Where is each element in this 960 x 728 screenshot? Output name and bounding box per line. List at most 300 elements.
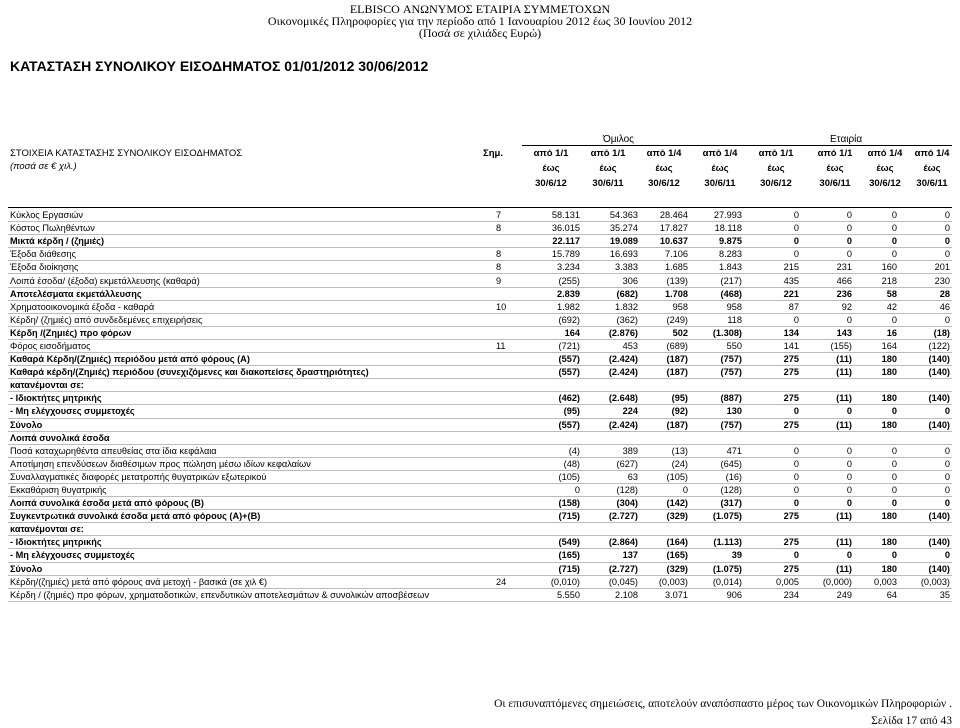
- value-cell: 0: [744, 470, 801, 483]
- row-label: Έξοδα διάθεσης: [8, 248, 490, 261]
- value-cell: 0: [744, 549, 801, 562]
- table-row: [8, 444, 952, 457]
- row-note: [490, 287, 528, 300]
- value-cell: (757): [690, 366, 744, 379]
- row-note: [490, 431, 528, 444]
- row-label: Σύνολο: [8, 418, 490, 431]
- value-cell: (0,045): [582, 575, 640, 588]
- value-cell: 958: [640, 300, 690, 313]
- value-cell: 0: [744, 235, 801, 248]
- value-cell: (11): [801, 353, 854, 366]
- header-divider: [522, 145, 952, 146]
- row-label: Χρηματοοικονομικά έξοδα - καθαρά: [8, 300, 490, 313]
- table-row: [8, 457, 952, 470]
- value-cell: 0,005: [744, 575, 801, 588]
- row-label: Ποσά καταχωρηθέντα απευθείας στα ίδια κεφάλαια: [8, 444, 490, 457]
- value-cell: 16: [854, 326, 899, 339]
- value-cell: (217): [690, 274, 744, 287]
- period-header-to: έως: [923, 163, 941, 174]
- value-cell: 234: [744, 588, 801, 601]
- row-note: [490, 326, 528, 339]
- value-cell: 0: [744, 405, 801, 418]
- value-cell: 221: [744, 287, 801, 300]
- period-header-to: έως: [826, 163, 844, 174]
- value-cell: 42: [854, 300, 899, 313]
- value-cell: 0: [899, 497, 952, 510]
- value-cell: (549): [528, 536, 582, 549]
- table-row: [8, 379, 952, 392]
- value-cell: 0: [801, 549, 854, 562]
- period-header-from: από 1/1: [533, 148, 569, 159]
- period-header-from: από 1/1: [758, 148, 794, 159]
- period-header-from: από 1/4: [702, 148, 738, 159]
- value-cell: (329): [640, 510, 690, 523]
- value-cell: 0: [854, 222, 899, 235]
- report-subtitle: Οικονομικές Πληροφορίες για την περίοδο από 1 Ιανουαρίου 2012 έως 30 Ιουνίου 2012: [267, 14, 693, 28]
- value-cell: 64: [854, 588, 899, 601]
- value-cell: 164: [528, 326, 582, 339]
- value-cell: 180: [854, 392, 899, 405]
- units-note: (Ποσά σε χιλιάδες Ευρώ): [418, 26, 542, 40]
- value-cell: 0: [854, 235, 899, 248]
- table-row: [8, 300, 952, 313]
- value-cell: (2.876): [582, 326, 640, 339]
- value-cell: 0: [801, 222, 854, 235]
- row-note: [490, 536, 528, 549]
- value-cell: 36.015: [528, 222, 582, 235]
- value-cell: 0: [801, 209, 854, 222]
- table-row: [8, 497, 952, 510]
- value-cell: 22.117: [528, 235, 582, 248]
- value-cell: (249): [640, 313, 690, 326]
- value-cell: [582, 379, 640, 392]
- row-note: 7: [490, 209, 528, 222]
- value-cell: (11): [801, 562, 854, 575]
- row-note: [490, 418, 528, 431]
- table-row: [8, 274, 952, 287]
- value-cell: 306: [582, 274, 640, 287]
- income-statement-table: [8, 209, 952, 602]
- value-cell: (18): [899, 326, 952, 339]
- value-cell: (140): [899, 536, 952, 549]
- value-cell: (317): [690, 497, 744, 510]
- page-number: Σελίδα 17 από 43: [871, 715, 952, 727]
- value-cell: (2.727): [582, 562, 640, 575]
- value-cell: 0: [899, 549, 952, 562]
- row-label: Αποτελέσματα εκμετάλλευσης: [8, 287, 490, 300]
- period-header-date: 30/6/12: [760, 178, 792, 189]
- value-cell: [801, 431, 854, 444]
- row-label: - Μη ελέγχουσες συμμετοχές: [8, 405, 490, 418]
- table-top-rule: [8, 207, 952, 208]
- period-header-date: 30/6/11: [592, 178, 624, 189]
- value-cell: 0,003: [854, 575, 899, 588]
- table-row: [8, 366, 952, 379]
- value-cell: (557): [528, 366, 582, 379]
- value-cell: (757): [690, 418, 744, 431]
- value-cell: 0: [801, 444, 854, 457]
- table-row: [8, 405, 952, 418]
- value-cell: 92: [801, 300, 854, 313]
- row-note: 10: [490, 300, 528, 313]
- value-cell: (155): [801, 339, 854, 352]
- value-cell: 0: [640, 483, 690, 496]
- value-cell: 550: [690, 339, 744, 352]
- value-cell: (187): [640, 366, 690, 379]
- value-cell: 0: [744, 313, 801, 326]
- value-cell: 180: [854, 510, 899, 523]
- value-cell: 0: [801, 497, 854, 510]
- row-note: [490, 497, 528, 510]
- period-header-to: έως: [767, 163, 785, 174]
- value-cell: 0: [528, 483, 582, 496]
- row-note: [490, 366, 528, 379]
- period-header-to: έως: [599, 163, 617, 174]
- value-cell: (11): [801, 418, 854, 431]
- row-label: Εκκαθάριση θυγατρικής: [8, 483, 490, 496]
- value-cell: (1.075): [690, 510, 744, 523]
- value-cell: (0,000): [801, 575, 854, 588]
- row-note: [490, 523, 528, 536]
- company-label: Εταιρία: [830, 134, 863, 145]
- value-cell: (128): [690, 483, 744, 496]
- value-cell: (2.424): [582, 418, 640, 431]
- period-header-from: από 1/1: [817, 148, 853, 159]
- value-cell: (692): [528, 313, 582, 326]
- period-header-date: 30/6/12: [648, 178, 680, 189]
- row-note: [490, 562, 528, 575]
- value-cell: 1.843: [690, 261, 744, 274]
- value-cell: 230: [899, 274, 952, 287]
- value-cell: (1.308): [690, 326, 744, 339]
- value-cell: (689): [640, 339, 690, 352]
- value-cell: 0: [899, 209, 952, 222]
- value-cell: 0: [899, 457, 952, 470]
- value-cell: (140): [899, 562, 952, 575]
- value-cell: (140): [899, 366, 952, 379]
- value-cell: 0: [899, 470, 952, 483]
- value-cell: (187): [640, 418, 690, 431]
- value-cell: 224: [582, 405, 640, 418]
- table-row: [8, 523, 952, 536]
- period-header-to: έως: [876, 163, 894, 174]
- value-cell: 143: [801, 326, 854, 339]
- table-row: [8, 222, 952, 235]
- row-note: [490, 235, 528, 248]
- value-cell: 275: [744, 510, 801, 523]
- row-label: κατανέμονται σε:: [8, 379, 490, 392]
- page-title: ΚΑΤΑΣΤΑΣΗ ΣΥΝΟΛΙΚΟΥ ΕΙΣΟΔΗΜΑΤΟΣ 01/01/2012 30/06/2012: [10, 58, 429, 74]
- value-cell: (165): [528, 549, 582, 562]
- value-cell: 0: [899, 483, 952, 496]
- period-header-date: 30/6/12: [869, 178, 901, 189]
- value-cell: (2.648): [582, 392, 640, 405]
- value-cell: [899, 379, 952, 392]
- value-cell: 0: [744, 248, 801, 261]
- value-cell: 0: [744, 483, 801, 496]
- value-cell: 0: [899, 405, 952, 418]
- period-header-to: έως: [711, 163, 729, 174]
- value-cell: (304): [582, 497, 640, 510]
- table-row: [8, 549, 952, 562]
- value-cell: [640, 523, 690, 536]
- value-cell: [640, 379, 690, 392]
- value-cell: 0: [899, 235, 952, 248]
- row-label: Κύκλος Εργασιών: [8, 209, 490, 222]
- value-cell: (0,010): [528, 575, 582, 588]
- row-note: [490, 392, 528, 405]
- period-header-from: από 1/4: [867, 148, 903, 159]
- value-cell: 180: [854, 562, 899, 575]
- value-cell: (140): [899, 392, 952, 405]
- value-cell: 180: [854, 536, 899, 549]
- value-cell: 906: [690, 588, 744, 601]
- value-cell: (1.075): [690, 562, 744, 575]
- value-cell: (11): [801, 510, 854, 523]
- value-cell: (92): [640, 405, 690, 418]
- value-cell: 275: [744, 562, 801, 575]
- value-cell: 0: [801, 313, 854, 326]
- value-cell: 10.637: [640, 235, 690, 248]
- value-cell: 3.234: [528, 261, 582, 274]
- value-cell: (2.424): [582, 366, 640, 379]
- value-cell: 141: [744, 339, 801, 352]
- row-label: Λοιπά συνολικά έσοδα: [8, 431, 490, 444]
- value-cell: 275: [744, 418, 801, 431]
- value-cell: (557): [528, 353, 582, 366]
- value-cell: (0,014): [690, 575, 744, 588]
- value-cell: 502: [640, 326, 690, 339]
- value-cell: (140): [899, 353, 952, 366]
- value-cell: 28.464: [640, 209, 690, 222]
- value-cell: (105): [640, 470, 690, 483]
- period-header-date: 30/6/11: [704, 178, 736, 189]
- table-row: [8, 575, 952, 588]
- value-cell: 118: [690, 313, 744, 326]
- amounts-label: (ποσά σε € χιλ.): [10, 161, 77, 172]
- row-label: Καθαρά κέρδη/(Ζημιές) περιόδου (συνεχιζόμενες και διακοπείσες δραστηριότητες): [8, 366, 490, 379]
- footer-note: Οι επισυναπτόμενες σημειώσεις, αποτελούν αναπόσπαστο μέρος των Οικονομικών Πληροφοριών .: [494, 698, 952, 710]
- value-cell: 275: [744, 392, 801, 405]
- row-note: 11: [490, 339, 528, 352]
- row-label: Φόρος εισοδήματος: [8, 339, 490, 352]
- value-cell: 15.789: [528, 248, 582, 261]
- value-cell: (721): [528, 339, 582, 352]
- table-row: [8, 261, 952, 274]
- value-cell: 0: [854, 405, 899, 418]
- row-note: [490, 405, 528, 418]
- row-note: 24: [490, 575, 528, 588]
- value-cell: (187): [640, 353, 690, 366]
- row-label: Σύνολο: [8, 562, 490, 575]
- value-cell: (715): [528, 562, 582, 575]
- value-cell: 28: [899, 287, 952, 300]
- value-cell: (362): [582, 313, 640, 326]
- row-label: Καθαρά Κέρδη/(Ζημιές) περιόδου μετά από φόρους (Α): [8, 353, 490, 366]
- value-cell: 0: [801, 235, 854, 248]
- value-cell: 958: [690, 300, 744, 313]
- value-cell: (462): [528, 392, 582, 405]
- value-cell: 0: [744, 209, 801, 222]
- value-cell: 2.839: [528, 287, 582, 300]
- row-label: Λοιπά συνολικά έσοδα μετά από φόρους (Β): [8, 497, 490, 510]
- value-cell: [528, 523, 582, 536]
- table-row: [8, 287, 952, 300]
- value-cell: 275: [744, 353, 801, 366]
- row-note: [490, 588, 528, 601]
- row-note: [490, 470, 528, 483]
- row-note: 9: [490, 274, 528, 287]
- period-header-from: από 1/4: [914, 148, 950, 159]
- row-label: Έξοδα διοίκησης: [8, 261, 490, 274]
- row-note: 8: [490, 222, 528, 235]
- value-cell: [528, 379, 582, 392]
- row-label: Συναλλαγματικές διαφορές μετατροπής θυγατρικών εξωτερικού: [8, 470, 490, 483]
- table-row: [8, 235, 952, 248]
- value-cell: (11): [801, 536, 854, 549]
- table-row: [8, 339, 952, 352]
- note-column-header: Σημ.: [483, 148, 503, 159]
- value-cell: 0: [744, 497, 801, 510]
- value-cell: 16.693: [582, 248, 640, 261]
- value-cell: 0: [899, 313, 952, 326]
- row-label: Λοιπά έσοδα/ (έξοδα) εκμετάλλευσης (καθαρά): [8, 274, 490, 287]
- value-cell: (140): [899, 418, 952, 431]
- value-cell: 218: [854, 274, 899, 287]
- value-cell: 19.089: [582, 235, 640, 248]
- table-row: [8, 248, 952, 261]
- value-cell: 236: [801, 287, 854, 300]
- value-cell: (468): [690, 287, 744, 300]
- value-cell: (140): [899, 510, 952, 523]
- value-cell: 63: [582, 470, 640, 483]
- value-cell: (24): [640, 457, 690, 470]
- value-cell: 453: [582, 339, 640, 352]
- value-cell: (627): [582, 457, 640, 470]
- row-label: Κέρδη / (ζημιές) προ φόρων, χρηματοδοτικών, επενδυτικών αποτελεσμάτων & συνολικών αποσβέσεων: [8, 588, 490, 601]
- value-cell: 0: [854, 483, 899, 496]
- value-cell: [801, 379, 854, 392]
- row-note: [490, 549, 528, 562]
- value-cell: 3.071: [640, 588, 690, 601]
- value-cell: 1.685: [640, 261, 690, 274]
- value-cell: [744, 523, 801, 536]
- period-header-to: έως: [655, 163, 673, 174]
- company-name: ELBISCO ΑΝΩΝΥΜΟΣ ΕΤΑΙΡΙΑ ΣΥΜΜΕΤΟΧΩΝ: [349, 2, 611, 16]
- value-cell: 0: [854, 248, 899, 261]
- value-cell: 1.708: [640, 287, 690, 300]
- value-cell: [528, 431, 582, 444]
- value-cell: 275: [744, 366, 801, 379]
- row-note: [490, 444, 528, 457]
- value-cell: 46: [899, 300, 952, 313]
- value-cell: 58: [854, 287, 899, 300]
- value-cell: (48): [528, 457, 582, 470]
- value-cell: (2.424): [582, 353, 640, 366]
- table-row: [8, 483, 952, 496]
- table-row: [8, 418, 952, 431]
- value-cell: 0: [854, 209, 899, 222]
- value-cell: (13): [640, 444, 690, 457]
- value-cell: 201: [899, 261, 952, 274]
- value-cell: (11): [801, 366, 854, 379]
- value-cell: (2.864): [582, 536, 640, 549]
- row-label: Κέρδη /(Ζημιές) προ φόρων: [8, 326, 490, 339]
- table-row: [8, 392, 952, 405]
- value-cell: 164: [854, 339, 899, 352]
- value-cell: (139): [640, 274, 690, 287]
- value-cell: 435: [744, 274, 801, 287]
- value-cell: 0: [854, 549, 899, 562]
- value-cell: 0: [854, 444, 899, 457]
- value-cell: 87: [744, 300, 801, 313]
- period-header-to: έως: [542, 163, 560, 174]
- value-cell: (757): [690, 353, 744, 366]
- value-cell: 0: [744, 444, 801, 457]
- table-row: [8, 313, 952, 326]
- value-cell: [690, 523, 744, 536]
- value-cell: (715): [528, 510, 582, 523]
- value-cell: 3.383: [582, 261, 640, 274]
- value-cell: (11): [801, 392, 854, 405]
- value-cell: 7.106: [640, 248, 690, 261]
- table-row: [8, 536, 952, 549]
- value-cell: 0: [854, 457, 899, 470]
- value-cell: 2.108: [582, 588, 640, 601]
- value-cell: 0: [854, 470, 899, 483]
- row-label: Κέρδη/ (ζημιές) από συνδεδεμένες επιχειρήσεις: [8, 313, 490, 326]
- value-cell: 0: [801, 457, 854, 470]
- value-cell: 180: [854, 418, 899, 431]
- table-row: [8, 326, 952, 339]
- value-cell: 275: [744, 536, 801, 549]
- value-cell: 160: [854, 261, 899, 274]
- value-cell: 8.283: [690, 248, 744, 261]
- value-cell: (645): [690, 457, 744, 470]
- value-cell: (128): [582, 483, 640, 496]
- value-cell: 0: [801, 483, 854, 496]
- value-cell: [899, 523, 952, 536]
- value-cell: (557): [528, 418, 582, 431]
- row-note: 8: [490, 248, 528, 261]
- value-cell: 130: [690, 405, 744, 418]
- value-cell: 137: [582, 549, 640, 562]
- row-note: [490, 457, 528, 470]
- table-row: [8, 510, 952, 523]
- row-label: Κόστος Πωληθέντων: [8, 222, 490, 235]
- value-cell: [690, 379, 744, 392]
- value-cell: (0,003): [640, 575, 690, 588]
- value-cell: [854, 523, 899, 536]
- table-row: [8, 470, 952, 483]
- row-label: Συγκεντρωτικά συνολικά έσοδα μετά από φόρους (Α)+(Β): [8, 510, 490, 523]
- row-label: Κέρδη/(ζημιές) μετά από φόρους ανά μετοχή - βασικά (σε χιλ €): [8, 575, 490, 588]
- period-header-date: 30/6/12: [535, 178, 567, 189]
- table-row: [8, 353, 952, 366]
- value-cell: [640, 431, 690, 444]
- value-cell: (887): [690, 392, 744, 405]
- value-cell: 180: [854, 366, 899, 379]
- value-cell: (95): [640, 392, 690, 405]
- value-cell: (158): [528, 497, 582, 510]
- value-cell: 471: [690, 444, 744, 457]
- value-cell: (329): [640, 562, 690, 575]
- value-cell: (105): [528, 470, 582, 483]
- value-cell: (4): [528, 444, 582, 457]
- value-cell: [801, 523, 854, 536]
- value-cell: 27.993: [690, 209, 744, 222]
- value-cell: 0: [744, 457, 801, 470]
